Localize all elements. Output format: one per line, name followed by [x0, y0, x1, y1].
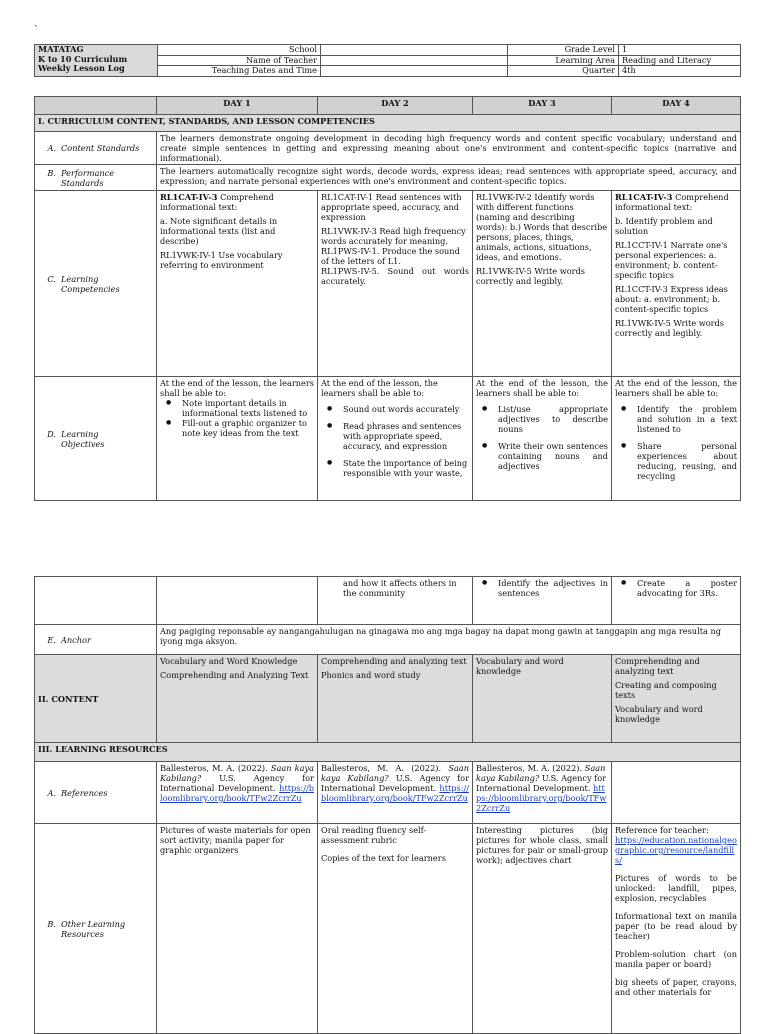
learning-area-label: Learning Area: [508, 55, 619, 66]
section1-title: I. CURRICULUM CONTENT, STANDARDS, AND LESSON COMPETENCIES: [35, 115, 741, 132]
content-standards-label: A. Content Standards: [35, 132, 157, 165]
content-day1: Vocabulary and Word Knowledge Comprehending and Analyzing Text: [157, 655, 318, 743]
other-resources-day4: Reference for teacher: https://education.nationalgeographic.org/resource/landfills/ Pictures of words to be unlocked: landfill, pipes, explosion, recyclables Informational text on manila paper (to be read aloud by teacher) Problem-solution chart (on manila paper or board) big sheets of paper, crayons, and other materials for: [612, 824, 741, 1034]
competencies-day1: RL1CAT-IV-3 Comprehend informational text: a. Note significant details in informational texts (list and describe) RL1VWK-IV-1 Use vocabulary referring to environment: [157, 191, 318, 377]
references-day2: Ballesteros, M. A. (2022). Saan kaya Kabilang? U.S. Agency for International Development. https://bloomlibrary.org/book/TFw2ZcrrZu: [318, 762, 473, 824]
resources-title: III. LEARNING RESOURCES: [35, 743, 741, 762]
other-resources-label: B. Other Learning Resources: [35, 824, 157, 1034]
corner-mark: `: [34, 26, 39, 36]
lesson-log-table-page2: [34, 576, 741, 1034]
quarter-value[interactable]: 4th: [619, 66, 741, 77]
content-day3: Vocabulary and word knowledge: [473, 655, 612, 743]
list-item: ● Create a poster advocating for 3Rs.: [637, 578, 737, 598]
day3-header: DAY 3: [473, 97, 612, 115]
day2-header: DAY 2: [318, 97, 473, 115]
list-item: ● Share personal experiences about reducing, reusing, and recycling: [637, 441, 737, 481]
learning-area-value[interactable]: Reading and Literacy: [619, 55, 741, 66]
list-item: ● List/use appropriate adjectives to describe nouns: [498, 404, 608, 434]
dates-label: Teaching Dates and Time: [158, 66, 321, 77]
quarter-label: Quarter: [508, 66, 619, 77]
continued-day3: [473, 577, 612, 625]
list-item: ● Write their own sentences containing nouns and adjectives: [498, 441, 608, 471]
other-resources-day3: Interesting pictures (big pictures for whole class, small pictures for pair or small-group work); adjectives chart: [473, 824, 612, 1034]
other-resources-day1: Pictures of waste materials for open sort activity; manila paper for graphic organizers: [157, 824, 318, 1034]
dates-value[interactable]: [321, 66, 508, 77]
school-value[interactable]: [321, 45, 508, 56]
reference-link[interactable]: https://bloomlibrary.org/book/TFw2ZcrrZu: [321, 783, 469, 803]
references-label: A. References: [35, 762, 157, 824]
competencies-day4: RL1CAT-IV-3 Comprehend informational text: b. Identify problem and solution RL1CCT-IV-1 Narrate one's personal experiences: a. environment; b. content-specific topics RL1CCT-IV-3 Express ideas about: a. environment; b. content-specific topics RL1VWK-IV-5 Write words correctly and legibly.: [612, 191, 741, 377]
continued-day2: and how it affects others in the community: [318, 577, 473, 625]
day1-header: DAY 1: [157, 97, 318, 115]
list-item: ● State the importance of being responsible with your waste,: [343, 458, 469, 478]
content-title: II. CONTENT: [35, 655, 157, 743]
content-standards-text: The learners demonstrate ongoing development in decoding high frequency words and content specific vocabulary; understand and create simple sentences in getting and expressing meaning about one's environment and content-specific topics (narrative and informational).: [157, 132, 741, 165]
continued-day4: [612, 577, 741, 625]
objectives-day2: At the end of the lesson, the learners shall be able to: ● Sound out words accurately ● Read phrases and sentences with appropriate speed, accuracy, and expression ● State the importance of being responsible with your waste,: [318, 377, 473, 501]
reference-link[interactable]: https://bloomlibrary.org/book/TFw2ZcrrZu: [476, 783, 607, 813]
anchor-text: Ang pagiging reponsable ay nangangahulugan na ginagawa mo ang mga bagay na dapat mong gawin at tanggapin ang mga resulta ng iyong mga aksyon.: [157, 625, 741, 655]
objectives-day4: At the end of the lesson, the learners shall be able to: ● Identify the problem and solution in a text listened to ● Share personal experiences about reducing, reusing, and recycling: [612, 377, 741, 501]
objectives-day1: At the end of the lesson, the learners shall be able to: ● Note important details in informational texts listened to ● Fill-out a graphic organizer to note key ideas from the text: [157, 377, 318, 501]
header-table: [34, 44, 741, 77]
objectives-day3: At the end of the lesson, the learners shall be able to: ● List/use appropriate adjectives to describe nouns ● Write their own sentences containing nouns and adjectives: [473, 377, 612, 501]
header-title: MATATAG K to 10 Curriculum Weekly Lesson Log: [35, 45, 158, 77]
grade-level-label: Grade Level: [508, 45, 619, 56]
learning-competencies-label: C. Learning Competencies: [35, 191, 157, 377]
grade-level-value[interactable]: 1: [619, 45, 741, 56]
list-item: ● Sound out words accurately: [343, 404, 469, 414]
teacher-label: Name of Teacher: [158, 55, 321, 66]
other-resources-day2: Oral reading fluency self-assessment rubric Copies of the text for learners: [318, 824, 473, 1034]
list-item: ● Fill-out a graphic organizer to note key ideas from the text: [182, 418, 314, 438]
list-item: ● Read phrases and sentences with appropriate speed, accuracy, and expression: [343, 421, 469, 451]
continued-label-cell: [35, 577, 157, 625]
reference-link[interactable]: https://bloomlibrary.org/book/TFw2ZcrrZu: [160, 783, 314, 803]
continued-day1: [157, 577, 318, 625]
competencies-day3: RL1VWK-IV-2 Identify words with different functions (naming and describing words): b.) Words that describe persons, places, things, animals, actions, situations, ideas, and emotions. RL1VWK-IV-5 Write words correctly and legibly.: [473, 191, 612, 377]
anchor-label: E. Anchor: [35, 625, 157, 655]
list-item: ● Identify the adjectives in sentences: [498, 578, 608, 598]
references-day1: Ballesteros, M. A. (2022). Saan kaya Kabilang? U.S. Agency for International Development. https://bloomlibrary.org/book/TFw2ZcrrZu: [157, 762, 318, 824]
content-day2: Comprehending and analyzing text Phonics and word study: [318, 655, 473, 743]
competencies-day2: RL1CAT-IV-1 Read sentences with appropriate speed, accuracy, and expression RL1VWK-IV-3 Read high frequency words accurately for meaning. RL1PWS-IV-1. Produce the sound of the letters of L1. RL1PWS-IV-5. Sound out words accurately.: [318, 191, 473, 377]
list-item: ● Identify the problem and solution in a text listened to: [637, 404, 737, 434]
school-label: School: [158, 45, 321, 56]
teacher-value[interactable]: [321, 55, 508, 66]
lesson-log-table-page1: [34, 96, 741, 501]
references-day3: Ballesteros, M. A. (2022). Saan kaya Kabilang? U.S. Agency for International Development. https://bloomlibrary.org/book/TFw2ZcrrZu: [473, 762, 612, 824]
performance-standards-label: B. Performance Standards: [35, 165, 157, 191]
content-day4: Comprehending and analyzing text Creating and composing texts Vocabulary and word knowledge: [612, 655, 741, 743]
corner-cell: [35, 97, 157, 115]
day4-header: DAY 4: [612, 97, 741, 115]
list-item: ● Note important details in informational texts listened to: [182, 398, 314, 418]
learning-objectives-label: D. Learning Objectives: [35, 377, 157, 501]
teacher-reference-link[interactable]: https://education.nationalgeographic.org/resource/landfills/: [615, 835, 737, 865]
references-day4: [612, 762, 741, 824]
performance-standards-text: The learners automatically recognize sight words, decode words, express ideas; read sentences with appropriate speed, accuracy, and expression; and narrate personal experiences with one's environment and content-specific topics.: [157, 165, 741, 191]
